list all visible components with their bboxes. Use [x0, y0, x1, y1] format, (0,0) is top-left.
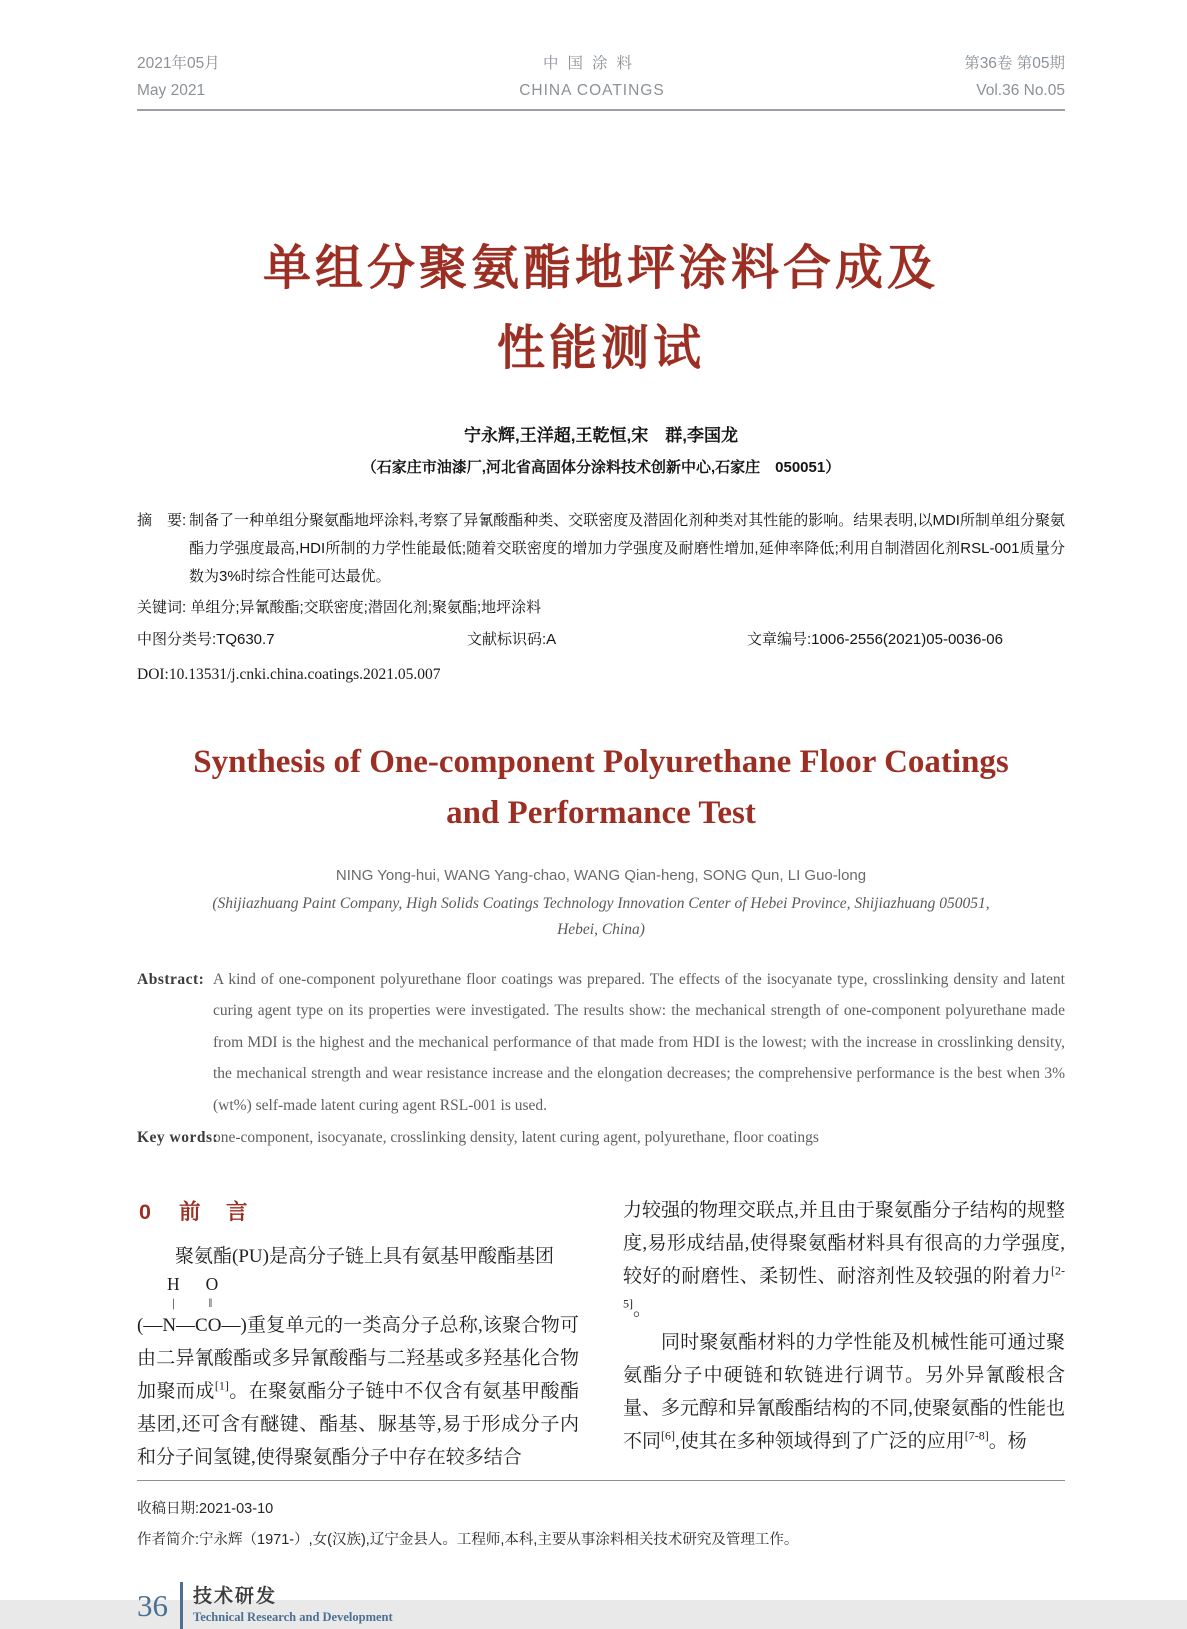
classification-row [137, 626, 1065, 654]
footer-column-name [193, 1585, 393, 1625]
chem-bond-single: | [172, 1294, 175, 1310]
chem-formula-bonds [137, 1296, 579, 1309]
doi: DOI:10.13531/j.cnki.china.coatings.2021.05.007 [137, 666, 441, 684]
article-title-cn-line1: 单组分聚氨酯地坪涂料合成及 [262, 242, 939, 295]
keywords-cn [137, 594, 1065, 622]
keywords-cn-label: 关键词: [137, 599, 187, 617]
article-number: 文章编号:1006-2556(2021)05-0036-06 [747, 631, 1003, 649]
section-number: 0 [139, 1199, 151, 1224]
reference-marker-3: [6] [661, 1428, 676, 1443]
keywords-en-text: one-component, isocyanate, crosslinking density, latent curing agent, polyurethane, floor coatings [213, 1129, 819, 1147]
chem-atom-o: O [205, 1273, 219, 1294]
intro-column-right [623, 1194, 1065, 1472]
journal-name-cn: 中国涂料 [542, 55, 641, 72]
received-date: 收稿日期:2021-03-10 [137, 1500, 274, 1517]
footer-divider-bar [180, 1582, 183, 1629]
document-code: 文献标识码:A [467, 631, 557, 649]
intro-paragraph-1-overflow: 力较强的物理交联点,并且由于聚氨酯分子结构的规整度,易形成结晶,使得聚氨酯材料具有很高的力学强度,较好的耐磨性、柔韧性、耐溶剂性及较强的附着力[2-5]。 [623, 1199, 1065, 1320]
masthead-rule [137, 109, 1065, 111]
date-en: May 2021 [137, 82, 206, 99]
masthead-date [137, 50, 220, 104]
keywords-en-label: Key words: [137, 1129, 219, 1147]
intro-paragraph-2: 同时聚氨酯材料的力学性能及机械性能可通过聚氨酯分子中硬链和软链进行调节。另外异氰酸根含量、多元醇和异氰酸酯结构的不同,使聚氨酯的性能也不同[6],使其在多种领域得到了广泛的应用[7-8]。杨 [623, 1331, 1065, 1452]
page-number: 36 [137, 1587, 168, 1623]
footer-column-cn: 技术研发 [193, 1586, 278, 1608]
affiliation-cn: （石家庄市油漆厂,河北省高固体分涂料技术创新中心,石家庄 050051） [361, 459, 841, 477]
abstract-cn-text: 制备了一种单组分聚氨酯地坪涂料,考察了异氰酸酯种类、交联密度及潜固化剂种类对其性能的影响。结果表明,以MDI所制单组分聚氨酯力学强度最高,HDI所制的力学性能最低;随着交联密度的增加力学强度及耐磨性增加,延伸率降低;利用自制潜固化剂RSL-001质量分数为3%时综合性能可达最优。 [189, 512, 1065, 586]
affiliation-en-line2: Hebei, China) [557, 920, 645, 938]
author-bio: 作者简介:宁永辉（1971-）,女(汉族),辽宁金县人。工程师,本科,主要从事涂料相关技术研究及管理工作。 [137, 1531, 799, 1548]
clc-number: 中图分类号:TQ630.7 [137, 631, 275, 649]
page-footer [137, 1582, 1065, 1629]
volume-en: Vol.36 No.05 [976, 82, 1065, 99]
masthead [137, 50, 1065, 104]
abstract-en-text: A kind of one-component polyurethane floor coatings was prepared. The effects of the isocyanate type, crosslinking density and latent curing agent type on its properties were investigated. The results show: the mechanical strength of one-component polyurethane made from MDI is the highest and the mechanical performance of that made from HDI is the lowest; with the increase in crosslinking density, the mechanical strength and wear resistance increase and the elongation decreases; the comprehensive performance is the best when 3% (wt%) self-made latent curing agent RSL-001 is used. [213, 970, 1065, 1114]
article-title-en-line2: and Performance Test [446, 795, 756, 832]
keywords-en [137, 1122, 1065, 1154]
abstract-en-label: Abstract: [137, 970, 205, 988]
volume-cn: 第36卷 第05期 [964, 55, 1065, 72]
chem-formula-atoms [137, 1273, 579, 1296]
masthead-volume [964, 50, 1065, 104]
abstract-cn-label: 摘 要: [137, 512, 187, 530]
footer-column-en: Technical Research and Development [193, 1610, 393, 1625]
intro-paragraph-1-cont: (—N—CO—)重复单元的一类高分子总称,该聚合物可由二异氰酸酯或多异氰酸酯与二羟基或多羟基化合物加聚而成[1]。在聚氨酯分子链中不仅含有氨基甲酸酯基团,还可含有醚键、酯基、脲基等,易于形成分子内和分子间氢键,使得聚氨酯分子中存在较多结合 [137, 1314, 579, 1468]
article-title-en-line1: Synthesis of One-component Polyurethane Floor Coatings [193, 744, 1009, 781]
masthead-journal [519, 50, 664, 104]
abstract-cn [137, 507, 1065, 591]
section-heading [139, 1196, 579, 1228]
affiliation-en-line1: (Shijiazhuang Paint Company, High Solids Coatings Technology Innovation Center of Hebei Province, Shijiazhuang 050051, [212, 894, 990, 912]
chem-bond-double: ‖ [208, 1294, 213, 1310]
abstract-en [137, 964, 1065, 1122]
authors-en: NING Yong-hui, WANG Yang-chao, WANG Qian-heng, SONG Qun, LI Guo-long [335, 866, 867, 884]
article-title-en [137, 737, 1065, 839]
article-title-cn-line2: 性能测试 [496, 322, 705, 375]
journal-name-en: CHINA COATINGS [519, 82, 665, 99]
intro-section [137, 1194, 1065, 1472]
intro-paragraph-1: 聚氨酯(PU)是高分子链上具有氨基甲酸酯基团 [175, 1245, 554, 1267]
reference-marker-4: [7-8] [964, 1428, 989, 1443]
article-title-cn [137, 229, 1065, 389]
affiliation-en [137, 891, 1065, 943]
date-cn: 2021年05月 [137, 55, 220, 72]
cn-meta-block [137, 507, 1065, 689]
authors-cn: 宁永辉,王洋超,王乾恒,宋 群,李国龙 [464, 426, 738, 446]
keywords-cn-text: 单组分;异氰酸酯;交联密度;潜固化剂;聚氨酯;地坪涂料 [190, 599, 542, 617]
section-title: 前 言 [178, 1199, 250, 1224]
intro-column-left [137, 1194, 579, 1472]
footnote-block [137, 1480, 1065, 1556]
chem-atom-h: H [167, 1273, 180, 1294]
reference-marker-2: [2-5] [623, 1263, 1065, 1311]
reference-marker-1: [1] [214, 1378, 229, 1393]
